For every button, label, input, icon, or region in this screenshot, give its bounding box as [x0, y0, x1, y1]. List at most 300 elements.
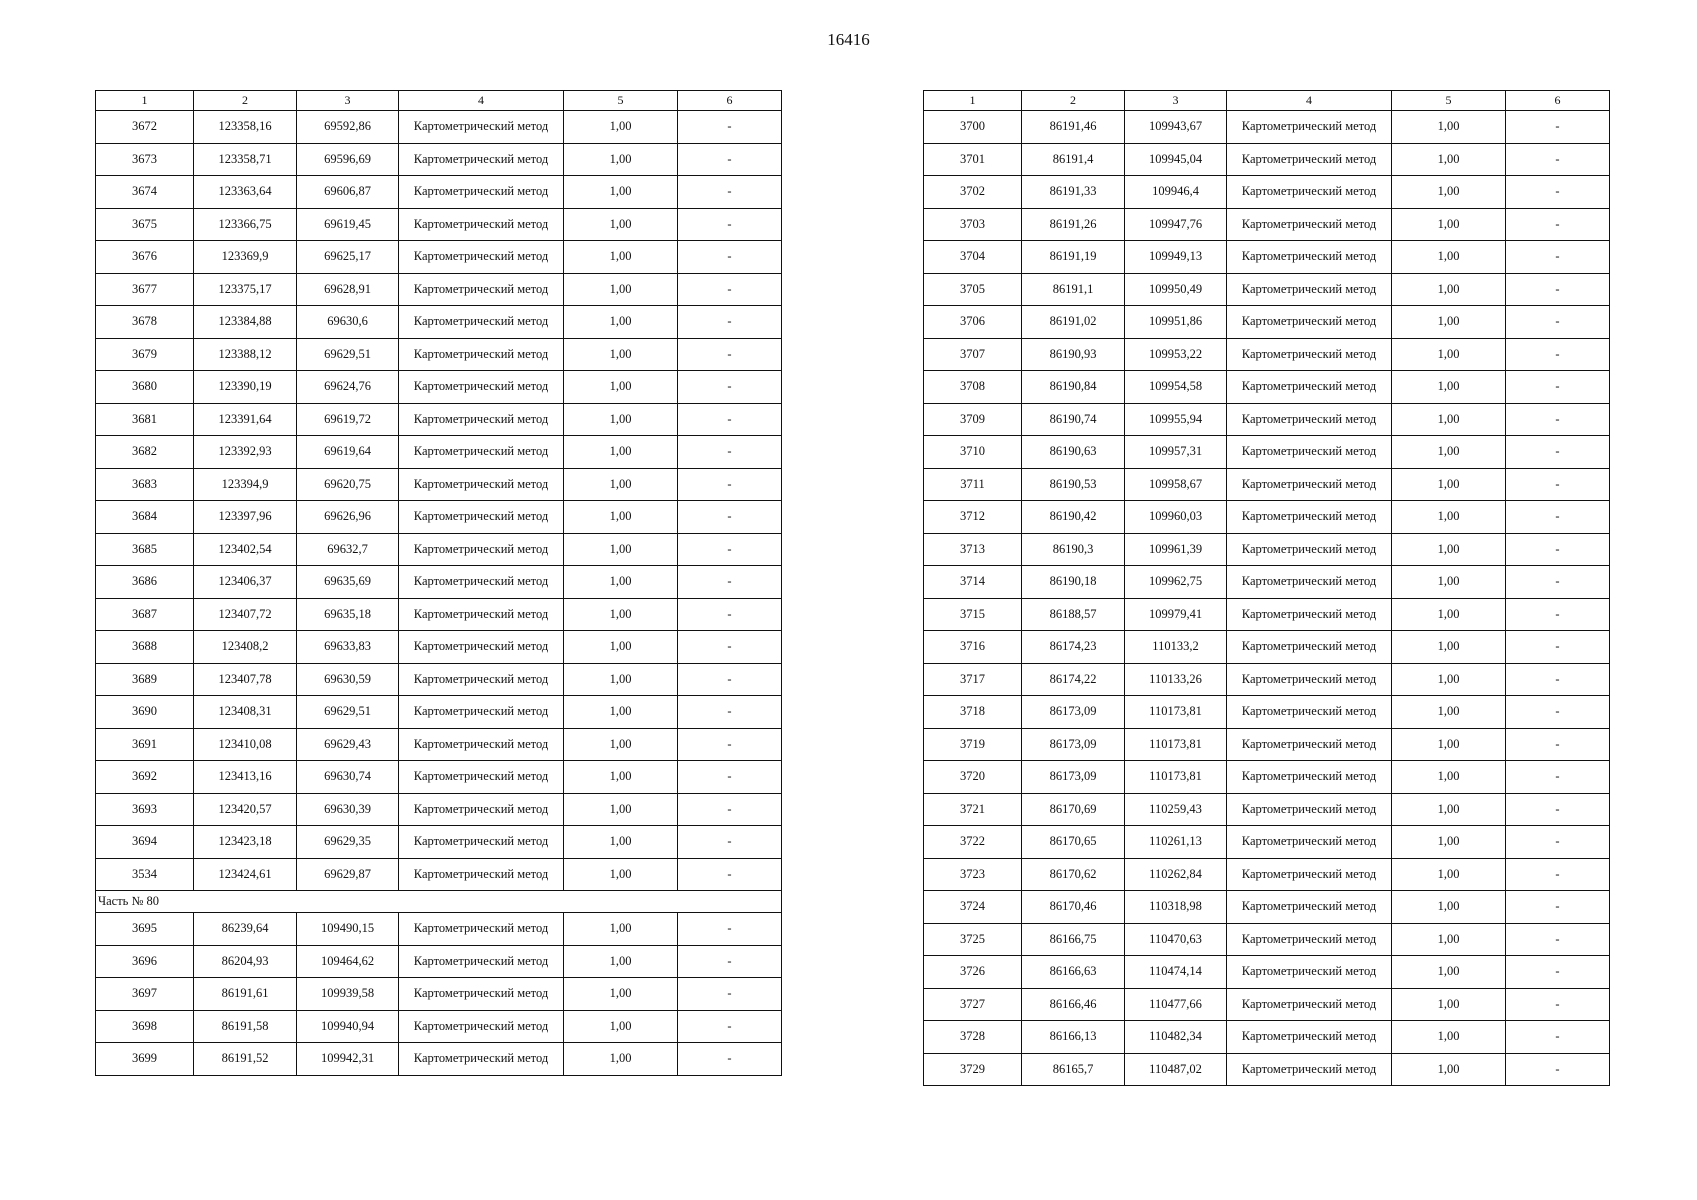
- description-cell: -: [1506, 371, 1610, 404]
- table-row: [96, 403, 782, 436]
- accuracy-cell: 1,00: [1392, 306, 1506, 339]
- method-cell: Картометрический метод: [399, 143, 564, 176]
- table-body: [924, 111, 1610, 1086]
- method-cell: Картометрический метод: [399, 566, 564, 599]
- y-coordinate-cell: 109961,39: [1125, 533, 1227, 566]
- table-row: [96, 913, 782, 946]
- table-row: [924, 858, 1610, 891]
- method-cell: Картометрический метод: [399, 598, 564, 631]
- table-row: [924, 598, 1610, 631]
- y-coordinate-cell: 109955,94: [1125, 403, 1227, 436]
- table-row: [924, 1053, 1610, 1086]
- x-coordinate-cell: 86191,46: [1022, 111, 1125, 144]
- description-cell: -: [1506, 891, 1610, 924]
- point-number-cell: 3682: [96, 436, 194, 469]
- method-cell: Картометрический метод: [1227, 306, 1392, 339]
- method-cell: Картометрический метод: [1227, 176, 1392, 209]
- y-coordinate-cell: 69629,43: [297, 728, 399, 761]
- point-number-cell: 3681: [96, 403, 194, 436]
- accuracy-cell: 1,00: [1392, 273, 1506, 306]
- point-number-cell: 3710: [924, 436, 1022, 469]
- point-number-cell: 3679: [96, 338, 194, 371]
- point-number-cell: 3724: [924, 891, 1022, 924]
- method-cell: Картометрический метод: [1227, 728, 1392, 761]
- table-row: [96, 761, 782, 794]
- point-number-cell: 3722: [924, 826, 1022, 859]
- description-cell: -: [1506, 923, 1610, 956]
- y-coordinate-cell: 110318,98: [1125, 891, 1227, 924]
- description-cell: -: [1506, 403, 1610, 436]
- x-coordinate-cell: 86188,57: [1022, 598, 1125, 631]
- x-coordinate-cell: 123408,2: [194, 631, 297, 664]
- description-cell: -: [678, 696, 782, 729]
- description-cell: -: [1506, 468, 1610, 501]
- method-cell: Картометрический метод: [399, 468, 564, 501]
- point-number-cell: 3695: [96, 913, 194, 946]
- point-number-cell: 3704: [924, 241, 1022, 274]
- description-cell: -: [1506, 858, 1610, 891]
- x-coordinate-cell: 86190,84: [1022, 371, 1125, 404]
- y-coordinate-cell: 109950,49: [1125, 273, 1227, 306]
- x-coordinate-cell: 86191,19: [1022, 241, 1125, 274]
- description-cell: -: [678, 306, 782, 339]
- x-coordinate-cell: 123424,61: [194, 858, 297, 891]
- accuracy-cell: 1,00: [1392, 241, 1506, 274]
- table-row: [924, 371, 1610, 404]
- y-coordinate-cell: 69626,96: [297, 501, 399, 534]
- y-coordinate-cell: 110487,02: [1125, 1053, 1227, 1086]
- accuracy-cell: 1,00: [1392, 111, 1506, 144]
- table-row: [924, 533, 1610, 566]
- col-header-2: 2: [1022, 91, 1125, 111]
- y-coordinate-cell: 69630,59: [297, 663, 399, 696]
- x-coordinate-cell: 123366,75: [194, 208, 297, 241]
- x-coordinate-cell: 86191,02: [1022, 306, 1125, 339]
- point-number-cell: 3687: [96, 598, 194, 631]
- point-number-cell: 3720: [924, 761, 1022, 794]
- y-coordinate-cell: 69625,17: [297, 241, 399, 274]
- x-coordinate-cell: 86191,61: [194, 978, 297, 1011]
- accuracy-cell: 1,00: [564, 501, 678, 534]
- table-row: [924, 436, 1610, 469]
- y-coordinate-cell: 69633,83: [297, 631, 399, 664]
- y-coordinate-cell: 109464,62: [297, 945, 399, 978]
- y-coordinate-cell: 69629,87: [297, 858, 399, 891]
- y-coordinate-cell: 109940,94: [297, 1010, 399, 1043]
- header-row: [924, 91, 1610, 111]
- accuracy-cell: 1,00: [564, 176, 678, 209]
- table-row: [924, 338, 1610, 371]
- description-cell: -: [678, 566, 782, 599]
- table-row: [924, 696, 1610, 729]
- description-cell: -: [1506, 826, 1610, 859]
- description-cell: -: [678, 111, 782, 144]
- table-row: [96, 306, 782, 339]
- table-row: [96, 631, 782, 664]
- description-cell: -: [678, 793, 782, 826]
- x-coordinate-cell: 123402,54: [194, 533, 297, 566]
- method-cell: Картометрический метод: [399, 306, 564, 339]
- accuracy-cell: 1,00: [1392, 1021, 1506, 1054]
- point-number-cell: 3674: [96, 176, 194, 209]
- accuracy-cell: 1,00: [564, 913, 678, 946]
- description-cell: -: [1506, 208, 1610, 241]
- point-number-cell: 3719: [924, 728, 1022, 761]
- accuracy-cell: 1,00: [1392, 988, 1506, 1021]
- method-cell: Картометрический метод: [1227, 956, 1392, 989]
- method-cell: Картометрический метод: [1227, 663, 1392, 696]
- table-row: [924, 728, 1610, 761]
- accuracy-cell: 1,00: [1392, 956, 1506, 989]
- table-header: [96, 91, 782, 111]
- y-coordinate-cell: 69624,76: [297, 371, 399, 404]
- accuracy-cell: 1,00: [564, 1010, 678, 1043]
- x-coordinate-cell: 86190,93: [1022, 338, 1125, 371]
- y-coordinate-cell: 109957,31: [1125, 436, 1227, 469]
- method-cell: Картометрический метод: [399, 371, 564, 404]
- y-coordinate-cell: 109946,4: [1125, 176, 1227, 209]
- x-coordinate-cell: 123369,9: [194, 241, 297, 274]
- table-row: [924, 468, 1610, 501]
- point-number-cell: 3707: [924, 338, 1022, 371]
- method-cell: Картометрический метод: [1227, 858, 1392, 891]
- col-header-3: 3: [1125, 91, 1227, 111]
- accuracy-cell: 1,00: [564, 241, 678, 274]
- y-coordinate-cell: 110474,14: [1125, 956, 1227, 989]
- accuracy-cell: 1,00: [1392, 728, 1506, 761]
- accuracy-cell: 1,00: [564, 631, 678, 664]
- method-cell: Картометрический метод: [399, 1010, 564, 1043]
- table-row: [924, 826, 1610, 859]
- point-number-cell: 3696: [96, 945, 194, 978]
- y-coordinate-cell: 109949,13: [1125, 241, 1227, 274]
- description-cell: -: [1506, 338, 1610, 371]
- description-cell: -: [678, 728, 782, 761]
- table-row: [924, 306, 1610, 339]
- y-coordinate-cell: 110259,43: [1125, 793, 1227, 826]
- section-row: [96, 891, 782, 913]
- accuracy-cell: 1,00: [1392, 598, 1506, 631]
- y-coordinate-cell: 69630,74: [297, 761, 399, 794]
- col-header-1: 1: [96, 91, 194, 111]
- table-row: [924, 923, 1610, 956]
- description-cell: -: [1506, 1053, 1610, 1086]
- point-number-cell: 3713: [924, 533, 1022, 566]
- x-coordinate-cell: 86170,69: [1022, 793, 1125, 826]
- table-row: [924, 988, 1610, 1021]
- accuracy-cell: 1,00: [564, 273, 678, 306]
- method-cell: Картометрический метод: [1227, 403, 1392, 436]
- y-coordinate-cell: 109953,22: [1125, 338, 1227, 371]
- x-coordinate-cell: 86190,3: [1022, 533, 1125, 566]
- description-cell: -: [678, 913, 782, 946]
- table-row: [924, 566, 1610, 599]
- description-cell: -: [678, 241, 782, 274]
- method-cell: Картометрический метод: [399, 338, 564, 371]
- coordinates-table-left: [95, 90, 782, 1076]
- table-row: [96, 436, 782, 469]
- description-cell: -: [1506, 111, 1610, 144]
- y-coordinate-cell: 109979,41: [1125, 598, 1227, 631]
- table-row: [96, 1043, 782, 1076]
- x-coordinate-cell: 86170,62: [1022, 858, 1125, 891]
- y-coordinate-cell: 110477,66: [1125, 988, 1227, 1021]
- description-cell: -: [1506, 988, 1610, 1021]
- y-coordinate-cell: 109947,76: [1125, 208, 1227, 241]
- x-coordinate-cell: 86204,93: [194, 945, 297, 978]
- x-coordinate-cell: 86190,74: [1022, 403, 1125, 436]
- method-cell: Картометрический метод: [399, 793, 564, 826]
- accuracy-cell: 1,00: [1392, 923, 1506, 956]
- x-coordinate-cell: 123363,64: [194, 176, 297, 209]
- description-cell: -: [678, 371, 782, 404]
- x-coordinate-cell: 86166,46: [1022, 988, 1125, 1021]
- point-number-cell: 3678: [96, 306, 194, 339]
- method-cell: Картометрический метод: [399, 858, 564, 891]
- y-coordinate-cell: 109942,31: [297, 1043, 399, 1076]
- accuracy-cell: 1,00: [1392, 143, 1506, 176]
- accuracy-cell: 1,00: [1392, 1053, 1506, 1086]
- accuracy-cell: 1,00: [1392, 403, 1506, 436]
- description-cell: -: [678, 598, 782, 631]
- description-cell: -: [678, 1010, 782, 1043]
- description-cell: -: [1506, 696, 1610, 729]
- x-coordinate-cell: 123423,18: [194, 826, 297, 859]
- y-coordinate-cell: 69629,35: [297, 826, 399, 859]
- method-cell: Картометрический метод: [399, 111, 564, 144]
- point-number-cell: 3716: [924, 631, 1022, 664]
- point-number-cell: 3708: [924, 371, 1022, 404]
- accuracy-cell: 1,00: [564, 371, 678, 404]
- description-cell: -: [1506, 761, 1610, 794]
- point-number-cell: 3684: [96, 501, 194, 534]
- accuracy-cell: 1,00: [564, 793, 678, 826]
- description-cell: -: [1506, 436, 1610, 469]
- accuracy-cell: 1,00: [564, 403, 678, 436]
- table-row: [924, 761, 1610, 794]
- y-coordinate-cell: 109958,67: [1125, 468, 1227, 501]
- table-row: [96, 945, 782, 978]
- accuracy-cell: 1,00: [564, 728, 678, 761]
- accuracy-cell: 1,00: [564, 1043, 678, 1076]
- method-cell: Картометрический метод: [399, 1043, 564, 1076]
- point-number-cell: 3718: [924, 696, 1022, 729]
- x-coordinate-cell: 123358,71: [194, 143, 297, 176]
- point-number-cell: 3692: [96, 761, 194, 794]
- table-row: [924, 143, 1610, 176]
- x-coordinate-cell: 86174,22: [1022, 663, 1125, 696]
- table-row: [96, 111, 782, 144]
- accuracy-cell: 1,00: [1392, 371, 1506, 404]
- y-coordinate-cell: 110133,26: [1125, 663, 1227, 696]
- table-row: [96, 663, 782, 696]
- accuracy-cell: 1,00: [564, 306, 678, 339]
- method-cell: Картометрический метод: [399, 945, 564, 978]
- method-cell: Картометрический метод: [399, 728, 564, 761]
- col-header-2: 2: [194, 91, 297, 111]
- description-cell: -: [1506, 176, 1610, 209]
- description-cell: -: [1506, 306, 1610, 339]
- x-coordinate-cell: 123358,16: [194, 111, 297, 144]
- description-cell: -: [1506, 273, 1610, 306]
- point-number-cell: 3683: [96, 468, 194, 501]
- accuracy-cell: 1,00: [564, 468, 678, 501]
- accuracy-cell: 1,00: [564, 436, 678, 469]
- point-number-cell: 3709: [924, 403, 1022, 436]
- x-coordinate-cell: 123407,72: [194, 598, 297, 631]
- point-number-cell: 3699: [96, 1043, 194, 1076]
- accuracy-cell: 1,00: [1392, 176, 1506, 209]
- y-coordinate-cell: 110173,81: [1125, 761, 1227, 794]
- point-number-cell: 3685: [96, 533, 194, 566]
- accuracy-cell: 1,00: [564, 338, 678, 371]
- y-coordinate-cell: 69619,45: [297, 208, 399, 241]
- method-cell: Картометрический метод: [399, 208, 564, 241]
- y-coordinate-cell: 110262,84: [1125, 858, 1227, 891]
- y-coordinate-cell: 69619,64: [297, 436, 399, 469]
- table-row: [96, 793, 782, 826]
- page-number: 16416: [827, 30, 870, 49]
- table-header: [924, 91, 1610, 111]
- y-coordinate-cell: 110261,13: [1125, 826, 1227, 859]
- table-row: [96, 468, 782, 501]
- method-cell: Картометрический метод: [1227, 273, 1392, 306]
- description-cell: -: [1506, 501, 1610, 534]
- description-cell: -: [678, 208, 782, 241]
- x-coordinate-cell: 123406,37: [194, 566, 297, 599]
- table-row: [96, 598, 782, 631]
- x-coordinate-cell: 123391,64: [194, 403, 297, 436]
- method-cell: Картометрический метод: [1227, 338, 1392, 371]
- y-coordinate-cell: 109943,67: [1125, 111, 1227, 144]
- x-coordinate-cell: 86191,52: [194, 1043, 297, 1076]
- x-coordinate-cell: 123407,78: [194, 663, 297, 696]
- point-number-cell: 3534: [96, 858, 194, 891]
- table-row: [96, 241, 782, 274]
- method-cell: Картометрический метод: [1227, 111, 1392, 144]
- method-cell: Картометрический метод: [1227, 891, 1392, 924]
- table-row: [924, 176, 1610, 209]
- accuracy-cell: 1,00: [1392, 891, 1506, 924]
- description-cell: -: [1506, 566, 1610, 599]
- table-row: [96, 728, 782, 761]
- accuracy-cell: 1,00: [1392, 208, 1506, 241]
- method-cell: Картометрический метод: [1227, 241, 1392, 274]
- point-number-cell: 3729: [924, 1053, 1022, 1086]
- table-row: [96, 826, 782, 859]
- x-coordinate-cell: 86170,46: [1022, 891, 1125, 924]
- point-number-cell: 3675: [96, 208, 194, 241]
- method-cell: Картометрический метод: [399, 436, 564, 469]
- accuracy-cell: 1,00: [1392, 761, 1506, 794]
- method-cell: Картометрический метод: [399, 273, 564, 306]
- y-coordinate-cell: 69629,51: [297, 338, 399, 371]
- table-row: [924, 501, 1610, 534]
- table-row: [96, 696, 782, 729]
- y-coordinate-cell: 109945,04: [1125, 143, 1227, 176]
- x-coordinate-cell: 123420,57: [194, 793, 297, 826]
- method-cell: Картометрический метод: [1227, 436, 1392, 469]
- y-coordinate-cell: 69620,75: [297, 468, 399, 501]
- x-coordinate-cell: 86173,09: [1022, 696, 1125, 729]
- x-coordinate-cell: 86190,42: [1022, 501, 1125, 534]
- method-cell: Картометрический метод: [399, 663, 564, 696]
- point-number-cell: 3690: [96, 696, 194, 729]
- table-row: [96, 176, 782, 209]
- method-cell: Картометрический метод: [1227, 598, 1392, 631]
- method-cell: Картометрический метод: [399, 241, 564, 274]
- description-cell: -: [1506, 241, 1610, 274]
- description-cell: -: [1506, 728, 1610, 761]
- method-cell: Картометрический метод: [1227, 533, 1392, 566]
- accuracy-cell: 1,00: [1392, 501, 1506, 534]
- method-cell: Картометрический метод: [399, 978, 564, 1011]
- method-cell: Картометрический метод: [1227, 923, 1392, 956]
- method-cell: Картометрический метод: [1227, 1021, 1392, 1054]
- description-cell: -: [678, 533, 782, 566]
- accuracy-cell: 1,00: [564, 208, 678, 241]
- point-number-cell: 3703: [924, 208, 1022, 241]
- method-cell: Картометрический метод: [399, 631, 564, 664]
- y-coordinate-cell: 110173,81: [1125, 696, 1227, 729]
- accuracy-cell: 1,00: [564, 858, 678, 891]
- point-number-cell: 3700: [924, 111, 1022, 144]
- method-cell: Картометрический метод: [399, 533, 564, 566]
- description-cell: -: [1506, 956, 1610, 989]
- x-coordinate-cell: 123408,31: [194, 696, 297, 729]
- method-cell: Картометрический метод: [1227, 793, 1392, 826]
- y-coordinate-cell: 109962,75: [1125, 566, 1227, 599]
- point-number-cell: 3725: [924, 923, 1022, 956]
- x-coordinate-cell: 86165,7: [1022, 1053, 1125, 1086]
- x-coordinate-cell: 86191,26: [1022, 208, 1125, 241]
- accuracy-cell: 1,00: [564, 143, 678, 176]
- method-cell: Картометрический метод: [399, 403, 564, 436]
- col-header-4: 4: [1227, 91, 1392, 111]
- table-row: [924, 956, 1610, 989]
- y-coordinate-cell: 69592,86: [297, 111, 399, 144]
- x-coordinate-cell: 123384,88: [194, 306, 297, 339]
- y-coordinate-cell: 69628,91: [297, 273, 399, 306]
- col-header-4: 4: [399, 91, 564, 111]
- y-coordinate-cell: 69630,6: [297, 306, 399, 339]
- x-coordinate-cell: 123375,17: [194, 273, 297, 306]
- table-row: [924, 273, 1610, 306]
- x-coordinate-cell: 86190,18: [1022, 566, 1125, 599]
- x-coordinate-cell: 86191,33: [1022, 176, 1125, 209]
- x-coordinate-cell: 123392,93: [194, 436, 297, 469]
- table-row: [96, 533, 782, 566]
- x-coordinate-cell: 123413,16: [194, 761, 297, 794]
- point-number-cell: 3727: [924, 988, 1022, 1021]
- y-coordinate-cell: 109490,15: [297, 913, 399, 946]
- point-number-cell: 3698: [96, 1010, 194, 1043]
- section-label: Часть № 80: [96, 891, 782, 913]
- col-header-6: 6: [678, 91, 782, 111]
- point-number-cell: 3706: [924, 306, 1022, 339]
- table-row: [924, 111, 1610, 144]
- description-cell: -: [678, 273, 782, 306]
- description-cell: -: [678, 826, 782, 859]
- x-coordinate-cell: 86170,65: [1022, 826, 1125, 859]
- method-cell: Картометрический метод: [1227, 566, 1392, 599]
- table-row: [924, 891, 1610, 924]
- table-row: [924, 403, 1610, 436]
- x-coordinate-cell: 86173,09: [1022, 728, 1125, 761]
- y-coordinate-cell: 110470,63: [1125, 923, 1227, 956]
- point-number-cell: 3702: [924, 176, 1022, 209]
- method-cell: Картометрический метод: [1227, 1053, 1392, 1086]
